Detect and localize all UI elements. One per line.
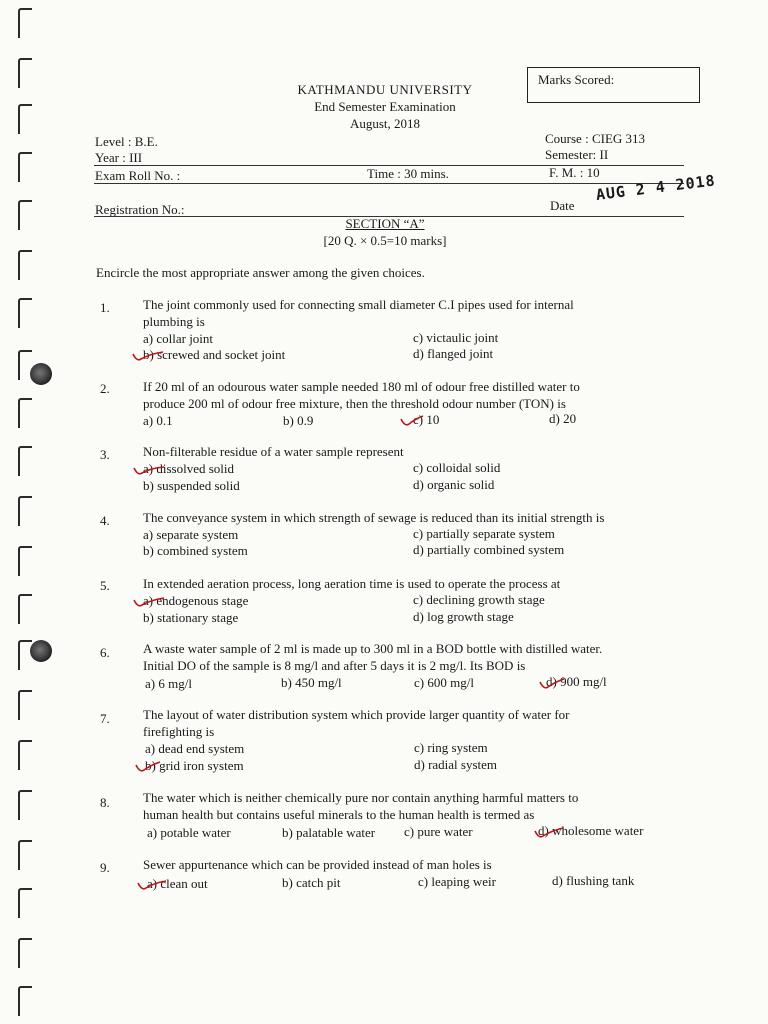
answer-tick-icon	[539, 677, 565, 689]
binder-mark	[18, 790, 32, 820]
answer-tick-icon	[137, 878, 167, 890]
binder-mark	[18, 594, 32, 624]
option-c[interactable]: c) 600 mg/l	[414, 675, 474, 690]
question-number: 9.	[100, 860, 110, 875]
option-c[interactable]: c) 10	[413, 412, 440, 427]
option-b[interactable]: b) grid iron system	[145, 758, 244, 773]
binder-mark	[18, 104, 32, 134]
exam-title: End Semester Examination	[314, 99, 456, 114]
answer-tick-icon	[534, 826, 564, 838]
option-d[interactable]: d) radial system	[414, 757, 498, 772]
binder-mark	[18, 496, 32, 526]
question-line: The water which is neither chemically pure nor contain anything harmful matters to	[143, 790, 579, 805]
option-b[interactable]: b) catch pit	[282, 875, 341, 890]
date-label: Date	[550, 198, 575, 213]
question-number: 7.	[100, 711, 110, 726]
registration-field[interactable]: Registration No.:	[95, 202, 185, 217]
section-title: SECTION “A”	[345, 216, 425, 231]
option-d[interactable]: d) organic solid	[413, 477, 495, 492]
option-d[interactable]: d) wholesome water	[538, 823, 644, 838]
marks-scored-box[interactable]	[527, 67, 700, 103]
question-number: 2.	[100, 381, 110, 396]
question-text	[143, 297, 688, 330]
question-number: 6.	[100, 645, 110, 660]
binder-mark	[18, 152, 32, 182]
option-d[interactable]: d) flanged joint	[413, 346, 494, 361]
answer-tick-icon	[133, 595, 165, 607]
option-b[interactable]: b) palatable water	[282, 825, 376, 840]
option-d[interactable]: d) flushing tank	[552, 873, 635, 888]
date-stamp: AUG 2 4 2018	[594, 171, 717, 204]
semester-field: Semester: II	[545, 147, 609, 162]
question-line: human health but contains useful minerals to the human health is termed as	[143, 806, 535, 822]
binder-mark	[18, 8, 32, 38]
question-text	[143, 790, 688, 823]
option-d[interactable]: d) 900 mg/l	[546, 674, 607, 689]
option-c[interactable]: c) victaulic joint	[413, 330, 499, 345]
question-line: Initial DO of the sample is 8 mg/l and after 5 days it is 2 mg/l. Its BOD is	[143, 657, 526, 673]
question-number: 1.	[100, 300, 110, 315]
level-field: Level : B.E.	[95, 134, 158, 149]
binder-mark	[18, 986, 32, 1016]
binder-mark	[18, 938, 32, 968]
option-d[interactable]: d) partially combined system	[413, 542, 565, 557]
university-name: KATHMANDU UNIVERSITY	[297, 82, 473, 97]
option-c[interactable]: c) ring system	[414, 740, 488, 755]
question-text	[143, 857, 688, 874]
binder-mark	[18, 298, 32, 328]
option-b[interactable]: b) suspended solid	[143, 478, 240, 493]
answer-tick-icon	[400, 414, 424, 426]
answer-tick-icon	[132, 349, 164, 361]
option-a[interactable]: a) endogenous stage	[143, 593, 249, 608]
time-field: Time : 30 mins.	[367, 166, 449, 181]
binder-mark	[18, 888, 32, 918]
course-field: Course : CIEG 313	[545, 131, 646, 146]
option-a[interactable]: a) collar joint	[143, 331, 214, 346]
binder-mark	[18, 250, 32, 280]
option-a[interactable]: a) 0.1	[143, 413, 173, 428]
option-c[interactable]: c) leaping weir	[418, 874, 496, 889]
question-line: The joint commonly used for connecting small diameter C.I pipes used for internal	[143, 297, 574, 312]
option-c[interactable]: c) declining growth stage	[413, 592, 545, 607]
marks-scored-label: Marks Scored:	[538, 72, 615, 87]
question-number: 5.	[100, 578, 110, 593]
option-b[interactable]: b) screwed and socket joint	[143, 347, 286, 362]
fm-field: F. M. : 10	[549, 165, 600, 180]
option-a[interactable]: a) separate system	[143, 527, 239, 542]
question-line: If 20 ml of an odourous water sample needed 180 ml of odour free distilled water to	[143, 379, 580, 394]
question-line: The conveyance system in which strength of sewage is reduced than its initial strength is	[143, 510, 605, 525]
option-a[interactable]: a) clean out	[147, 876, 208, 891]
question-number: 4.	[100, 513, 110, 528]
binder-mark	[18, 58, 32, 88]
option-b[interactable]: b) 450 mg/l	[281, 675, 342, 690]
option-b[interactable]: b) 0.9	[283, 413, 314, 428]
instruction: Encircle the most appropriate answer among the given choices.	[96, 265, 425, 280]
question-text	[143, 510, 688, 527]
question-text	[143, 576, 688, 593]
option-b[interactable]: b) combined system	[143, 543, 248, 558]
year-field: Year : III	[95, 150, 143, 165]
option-c[interactable]: c) pure water	[404, 824, 473, 839]
roll-field[interactable]: Exam Roll No. :	[95, 168, 181, 183]
option-d[interactable]: d) 20	[549, 411, 577, 426]
header-rule	[94, 183, 684, 184]
question-line: plumbing is	[143, 313, 205, 329]
question-line: Sewer appurtenance which can be provided instead of man holes is	[143, 857, 492, 872]
binder-mark	[18, 398, 32, 428]
question-line: produce 200 ml of odour free mixture, then the threshold odour number (TON) is	[143, 395, 566, 411]
question-line: A waste water sample of 2 ml is made up to 300 ml in a BOD bottle with distilled water.	[143, 641, 603, 656]
question-text	[143, 707, 688, 740]
binder-mark	[18, 200, 32, 230]
punch-hole	[30, 640, 52, 662]
question-line: The layout of water distribution system which provide larger quantity of water for	[143, 707, 570, 722]
option-a[interactable]: a) 6 mg/l	[145, 676, 192, 691]
question-text	[143, 641, 688, 674]
option-c[interactable]: c) colloidal solid	[413, 460, 501, 475]
question-line: firefighting is	[143, 723, 215, 739]
binder-mark	[18, 740, 32, 770]
binder-mark	[18, 546, 32, 576]
question-line: In extended aeration process, long aeration time is used to operate the process at	[143, 576, 561, 591]
question-number: 8.	[100, 795, 110, 810]
option-b[interactable]: b) stationary stage	[143, 610, 239, 625]
option-a[interactable]: a) potable water	[147, 825, 231, 840]
question-text	[143, 379, 688, 412]
binder-mark	[18, 690, 32, 720]
option-c[interactable]: c) partially separate system	[413, 526, 555, 541]
binder-mark	[18, 446, 32, 476]
question-line: Non-filterable residue of a water sample represent	[143, 444, 404, 459]
answer-tick-icon	[135, 760, 161, 772]
answer-tick-icon	[133, 463, 165, 475]
option-d[interactable]: d) log growth stage	[413, 609, 514, 624]
section-marks: [20 Q. × 0.5=10 marks]	[323, 233, 447, 248]
exam-session: August, 2018	[349, 116, 421, 131]
binder-mark	[18, 840, 32, 870]
option-a[interactable]: a) dead end system	[145, 741, 245, 756]
option-a[interactable]: a) dissolved solid	[143, 461, 234, 476]
question-text	[143, 444, 688, 461]
punch-hole	[30, 363, 52, 385]
question-number: 3.	[100, 447, 110, 462]
